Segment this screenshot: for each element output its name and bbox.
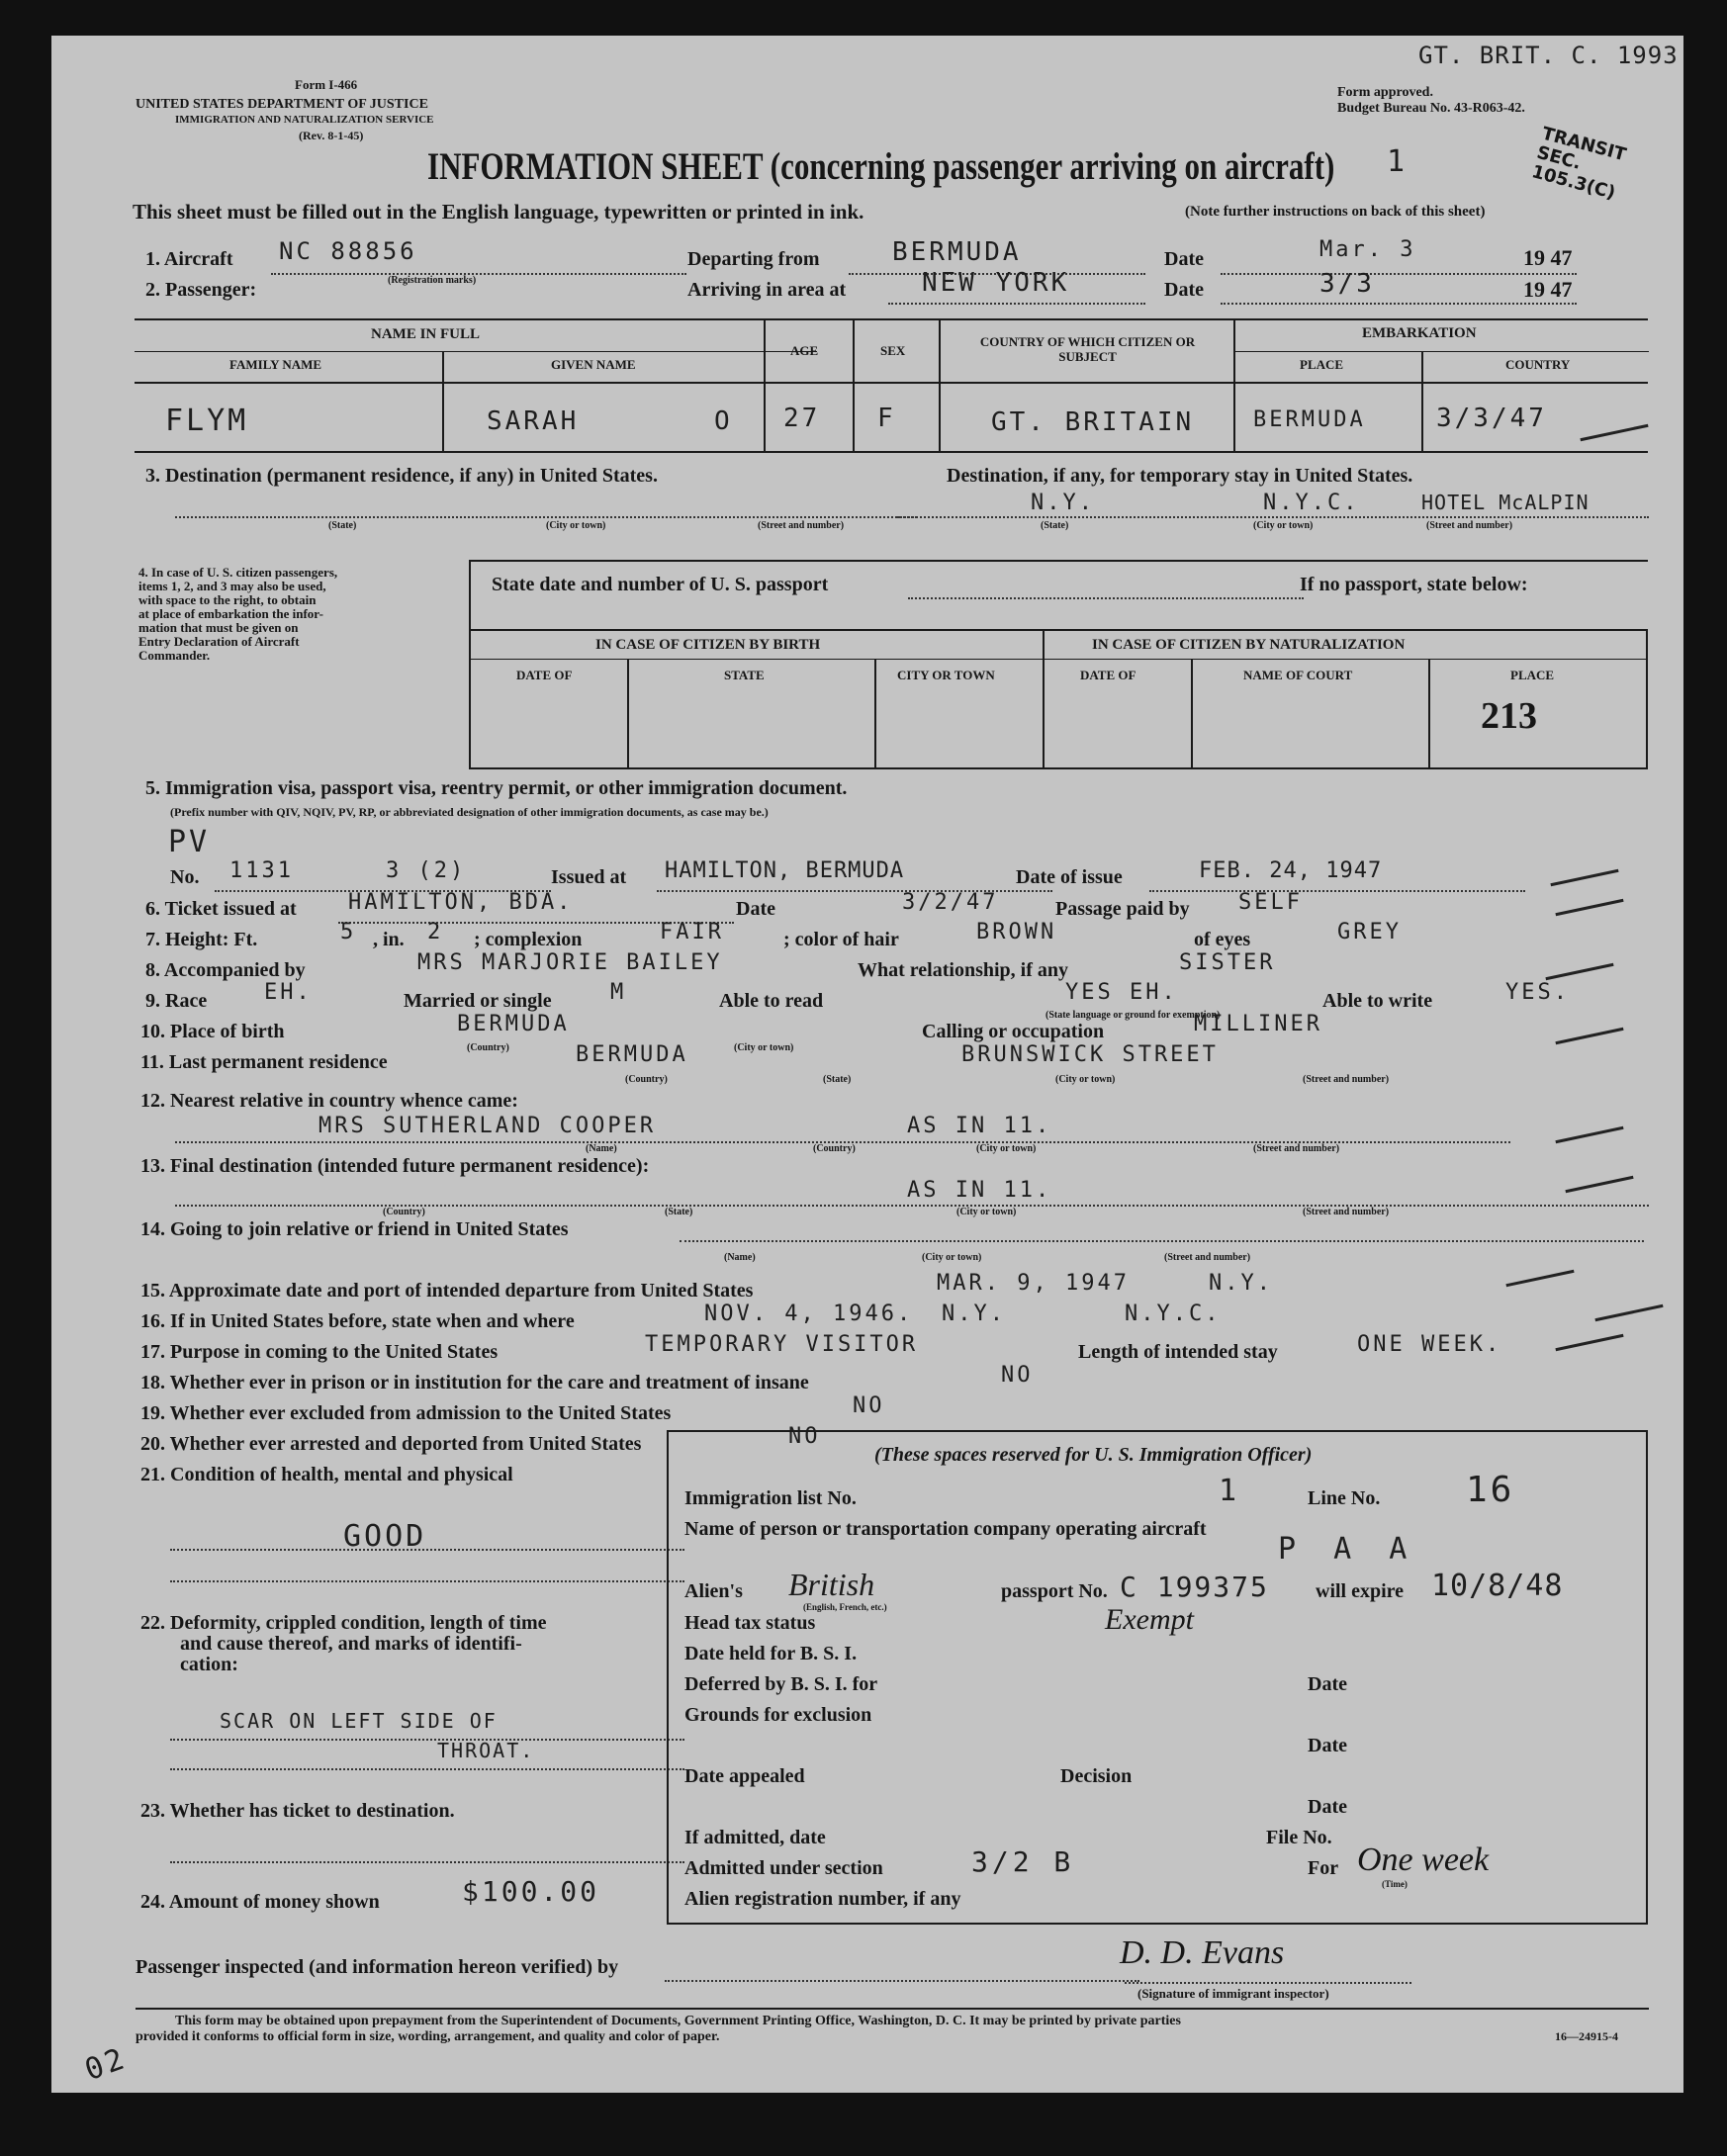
item-17-label: 17. Purpose in coming to the United States	[140, 1341, 499, 1363]
item-22-label: 22. Deformity, crippled condition, length of time	[140, 1612, 547, 1634]
stamp-number: 213	[1481, 695, 1537, 737]
height-inches: 2	[427, 920, 444, 944]
temporary-destination-label: Destination, if any, for temporary stay in United States.	[947, 465, 1413, 487]
admitted-date-label: If admitted, date	[684, 1827, 826, 1848]
admitted-for-value: One week	[1357, 1842, 1490, 1878]
marital-value: M	[610, 980, 627, 1005]
inspected-label: Passenger inspected (and information hereon verified) by	[136, 1956, 619, 1978]
file-reference: GT. BRIT. C. 1993	[1418, 42, 1679, 69]
birth-country-caption: (Country)	[467, 1042, 509, 1053]
previous-visit-state: N.Y.	[942, 1302, 1006, 1326]
citizen-by-naturalization-header: IN CASE OF CITIZEN BY NATURALIZATION	[1092, 637, 1406, 653]
head-tax-label: Head tax status	[684, 1612, 816, 1634]
issue-date-label: Date of issue	[1016, 866, 1123, 888]
revision: (Rev. 8-1-45)	[299, 129, 364, 142]
item-20-label: 20. Whether ever arrested and deported from United States	[140, 1433, 642, 1455]
birth-date-header: DATE OF	[516, 668, 573, 682]
arriving-date-label: Date	[1164, 279, 1204, 301]
residence-street-caption: (Street and number)	[1303, 1074, 1390, 1085]
item-23-label: 23. Whether has ticket to destination.	[140, 1800, 455, 1822]
grounds-label: Grounds for exclusion	[684, 1704, 872, 1726]
citizen-by-birth-header: IN CASE OF CITIZEN BY BIRTH	[595, 637, 821, 653]
file-number-label: File No.	[1266, 1827, 1332, 1848]
deported-value: NO	[788, 1424, 821, 1449]
item-6-label: 6. Ticket issued at	[145, 898, 297, 920]
grounds-date-label: Date	[1308, 1735, 1347, 1756]
item-19-label: 19. Whether ever excluded from admission to the United States	[140, 1402, 672, 1424]
dest-state-caption: (State)	[328, 520, 357, 531]
birth-city-header: CITY OR TOWN	[897, 668, 995, 682]
ticket-date-label: Date	[736, 898, 775, 920]
able-to-write-value: YES.	[1505, 980, 1570, 1005]
visa-issued-label: Issued at	[551, 866, 627, 888]
embarkation-date-value: 3/3/47	[1436, 404, 1547, 433]
registration-marks-caption: (Registration marks)	[388, 275, 477, 286]
arriving-date: 3/3	[1319, 269, 1375, 299]
relationship-value: SISTER	[1179, 950, 1276, 975]
deferred-date-label: Date	[1308, 1673, 1347, 1695]
item-5-label: 5. Immigration visa, passport visa, reentry permit, or other immigration document.	[145, 777, 848, 799]
list-number-value: 1	[1219, 1474, 1240, 1508]
embarkation-header: EMBARKATION	[1362, 325, 1477, 341]
residence-state-caption: (State)	[823, 1074, 852, 1085]
arriving-year: 19 47	[1523, 277, 1573, 302]
nationality-caption: (English, French, etc.)	[803, 1602, 887, 1612]
margin-mark: 02	[80, 2040, 132, 2089]
complexion-label: ; complexion	[474, 929, 583, 950]
item-10-label: 10. Place of birth	[140, 1021, 285, 1042]
item-16-label: 16. If in United States before, state when and where	[140, 1310, 575, 1332]
able-to-write-label: Able to write	[1322, 990, 1433, 1012]
decision-label: Decision	[1060, 1765, 1133, 1787]
admitted-section-label: Admitted under section	[684, 1857, 883, 1879]
money-value: $100.00	[462, 1875, 600, 1908]
departing-label: Departing from	[687, 248, 820, 270]
join-city-caption: (City or town)	[922, 1252, 982, 1263]
deformity-value-1: SCAR ON LEFT SIDE OF	[220, 1709, 498, 1733]
middle-initial-value: O	[714, 406, 733, 436]
item-4-note: 4. In case of U. S. citizen passengers, items 1, 2, and 3 may also be used, with space to the right, to obtain at place of embarkation the infor- mation that must be given on Entry Declaration of Aircraft Commander.	[138, 565, 338, 663]
department: UNITED STATES DEPARTMENT OF JUSTICE	[136, 97, 428, 112]
final-street-caption: (Street and number)	[1303, 1207, 1390, 1217]
temp-city-caption: (City or town)	[1253, 520, 1314, 531]
visa-type: PV	[168, 825, 211, 859]
temp-state-value: N.Y.	[1031, 491, 1095, 515]
held-bsi-label: Date held for B. S. I.	[684, 1643, 858, 1664]
item-22-label-2: and cause thereof, and marks of identifi-	[180, 1633, 522, 1655]
naturalization-place-header: PLACE	[1510, 668, 1555, 682]
signature-caption: (Signature of immigrant inspector)	[1137, 1986, 1329, 2001]
time-caption: (Time)	[1382, 1879, 1408, 1889]
visa-issued-at: HAMILTON, BERMUDA	[665, 858, 905, 883]
operator-value: P A A	[1278, 1532, 1417, 1567]
admitted-for-label: For	[1308, 1857, 1339, 1879]
occupation-label: Calling or occupation	[922, 1021, 1105, 1042]
temp-street-value: HOTEL McALPIN	[1421, 491, 1590, 514]
residence-city-caption: (City or town)	[1055, 1074, 1116, 1085]
height-feet: 5	[340, 920, 357, 944]
list-number-label: Immigration list No.	[684, 1487, 857, 1509]
service: IMMIGRATION AND NATURALIZATION SERVICE	[175, 114, 434, 126]
footer-fine-print-1: This form may be obtained upon prepayment from the Superintendent of Documents, Government Printing Office, Washington, D. C. It may be printed by private parties	[175, 2014, 1181, 2028]
no-passport-label: If no passport, state below:	[1300, 574, 1528, 595]
arriving-value: NEW YORK	[922, 268, 1070, 298]
transit-stamp: TRANSIT SEC. 105.3(C)	[1529, 123, 1629, 204]
hair-color-label: ; color of hair	[783, 929, 899, 950]
prison-value: NO	[1001, 1363, 1034, 1388]
item-24-label: 24. Amount of money shown	[140, 1891, 380, 1913]
accompanied-by: MRS MARJORIE BAILEY	[417, 950, 723, 975]
deferred-bsi-label: Deferred by B. S. I. for	[684, 1673, 878, 1695]
admitted-section-value: 3/2 B	[971, 1845, 1075, 1878]
height-inches-label: , in.	[373, 929, 405, 950]
residence-country-value: BERMUDA	[576, 1042, 688, 1067]
join-name-caption: (Name)	[724, 1252, 756, 1263]
stay-length-label: Length of intended stay	[1078, 1341, 1278, 1363]
occupation-value: MILLINER	[1194, 1012, 1322, 1036]
departing-date-label: Date	[1164, 248, 1204, 270]
family-name-value: FLYM	[165, 404, 249, 438]
aliens-label: Alien's	[684, 1580, 743, 1602]
nearest-relative-value: MRS SUTHERLAND COOPER	[318, 1114, 657, 1138]
passage-paid-by: SELF	[1238, 890, 1303, 915]
inspector-signature: D. D. Evans	[1120, 1934, 1285, 1971]
relative-street-caption: (Street and number)	[1253, 1143, 1340, 1154]
family-name-header: FAMILY NAME	[229, 357, 322, 372]
marital-label: Married or single	[404, 990, 552, 1012]
sex-value: F	[877, 404, 896, 433]
stay-length-value: ONE WEEK.	[1357, 1332, 1502, 1357]
item-8-label: 8. Accompanied by	[145, 959, 306, 981]
line-number-value: 16	[1466, 1470, 1515, 1510]
able-to-read-value: YES EH.	[1065, 980, 1178, 1005]
item-13-label: 13. Final destination (intended future permanent residence):	[140, 1155, 650, 1177]
relative-city-caption: (City or town)	[976, 1143, 1037, 1154]
decision-date-label: Date	[1308, 1796, 1347, 1818]
final-destination-value: AS IN 11.	[907, 1178, 1052, 1203]
form-sheet	[51, 36, 1683, 2093]
relationship-label: What relationship, if any	[858, 959, 1068, 981]
item-3-label: 3. Destination (permanent residence, if any) in United States.	[145, 465, 658, 487]
given-name-value: SARAH	[487, 406, 580, 436]
item-12-label: 12. Nearest relative in country whence came:	[140, 1090, 518, 1112]
embarkation-place-value: BERMUDA	[1253, 407, 1366, 432]
final-city-caption: (City or town)	[956, 1207, 1017, 1217]
alien-passport-label: passport No.	[1001, 1580, 1108, 1602]
issue-date-value: FEB. 24, 1947	[1199, 858, 1383, 883]
temp-state-caption: (State)	[1041, 520, 1069, 531]
departure-date-value: MAR. 9, 1947	[937, 1271, 1130, 1296]
language-caption: (State language or ground for exemption)	[1045, 1010, 1221, 1021]
visa-number-label: No.	[170, 866, 200, 888]
eyes-color-label: of eyes	[1194, 929, 1251, 950]
able-to-read-label: Able to read	[719, 990, 824, 1012]
purpose-value: TEMPORARY VISITOR	[645, 1332, 919, 1357]
visa-class: 3 (2)	[386, 858, 467, 883]
age-value: 27	[783, 404, 821, 433]
embarkation-place-header: PLACE	[1300, 357, 1344, 372]
birth-state-header: STATE	[724, 668, 765, 682]
age-header: AGE	[790, 343, 819, 358]
aircraft-value: NC 88856	[279, 237, 417, 265]
passage-paid-label: Passage paid by	[1055, 898, 1190, 920]
operator-label: Name of person or transportation company operating aircraft	[684, 1518, 1207, 1540]
final-state-caption: (State)	[665, 1207, 693, 1217]
departing-date: Mar. 3	[1319, 237, 1416, 262]
arriving-label: Arriving in area at	[687, 279, 847, 301]
relative-country-caption: (Country)	[813, 1143, 856, 1154]
complexion-value: FAIR	[660, 920, 724, 944]
item-2-label: 2. Passenger:	[145, 279, 257, 301]
temp-city-value: N.Y.C.	[1263, 491, 1360, 515]
dest-street-caption: (Street and number)	[758, 520, 845, 531]
ticket-issued-at: HAMILTON, BDA.	[348, 890, 574, 915]
expire-value: 10/8/48	[1431, 1569, 1564, 1603]
item-21-label: 21. Condition of health, mental and physical	[140, 1464, 513, 1485]
note-back: (Note further instructions on back of this sheet)	[1185, 204, 1486, 220]
item-18-label: 18. Whether ever in prison or in institution for the care and treatment of insane	[140, 1372, 809, 1393]
court-name-header: NAME OF COURT	[1243, 668, 1353, 682]
deformity-value-2: THROAT.	[437, 1739, 535, 1762]
line-number-label: Line No.	[1308, 1487, 1381, 1509]
departure-port-value: N.Y.	[1209, 1271, 1273, 1296]
form-title: INFORMATION SHEET (concerning passenger arriving on aircraft)	[427, 144, 1335, 188]
us-passport-label: State date and number of U. S. passport	[492, 574, 829, 595]
departing-year: 19 47	[1523, 245, 1573, 270]
excluded-value: NO	[853, 1393, 885, 1418]
officer-box-title: (These spaces reserved for U. S. Immigration Officer)	[874, 1444, 1313, 1466]
item-11-label: 11. Last permanent residence	[140, 1051, 388, 1073]
residence-street-value: BRUNSWICK STREET	[961, 1042, 1219, 1067]
dest-city-caption: (City or town)	[546, 520, 606, 531]
relative-name-caption: (Name)	[586, 1143, 617, 1154]
print-code: 16—24915-4	[1555, 2029, 1618, 2043]
item-22-label-3: cation:	[180, 1654, 238, 1675]
health-value: GOOD	[343, 1519, 427, 1554]
item-7-label: 7. Height: Ft.	[145, 929, 258, 950]
birth-city-caption: (City or town)	[734, 1042, 794, 1053]
name-in-full-header: NAME IN FULL	[371, 326, 481, 342]
previous-visit-city: N.Y.C.	[1125, 1302, 1222, 1326]
item-14-label: 14. Going to join relative or friend in United States	[140, 1218, 569, 1240]
approval: Form approved.	[1337, 85, 1433, 100]
item-9-label: 9. Race	[145, 990, 208, 1012]
citizen-country-value: GT. BRITAIN	[991, 407, 1195, 437]
nearest-relative-address: AS IN 11.	[907, 1114, 1052, 1138]
visa-prefix-note: (Prefix number with QIV, NQIV, PV, RP, or abbreviated designation of other immigration documents, as case may be.)	[170, 805, 769, 819]
temp-street-caption: (Street and number)	[1426, 520, 1513, 531]
appealed-label: Date appealed	[684, 1765, 805, 1787]
alien-passport-value: C 199375	[1120, 1571, 1269, 1603]
alien-registration-label: Alien registration number, if any	[684, 1888, 961, 1910]
footer-fine-print-2: provided it conforms to official form in size, wording, arrangement, and quality and color of paper.	[136, 2029, 720, 2044]
eyes-color-value: GREY	[1337, 920, 1402, 944]
race-value: EH.	[264, 980, 313, 1005]
hair-color-value: BROWN	[976, 920, 1057, 944]
expire-label: will expire	[1316, 1580, 1405, 1602]
page-mark: 1	[1387, 144, 1409, 179]
item-15-label: 15. Approximate date and port of intended departure from United States	[140, 1280, 754, 1302]
departing-value: BERMUDA	[892, 237, 1022, 267]
head-tax-value: Exempt	[1105, 1603, 1194, 1636]
embarkation-country-header: COUNTRY	[1505, 357, 1571, 372]
naturalization-date-header: DATE OF	[1080, 668, 1136, 682]
visa-number: 1131	[229, 858, 294, 883]
previous-visit-date: NOV. 4, 1946.	[704, 1302, 914, 1326]
ticket-date: 3/2/47	[902, 890, 999, 915]
nationality-value: British	[788, 1567, 875, 1602]
budget-number: Budget Bureau No. 43-R063-42.	[1337, 101, 1525, 116]
item-1-label: 1. Aircraft	[145, 248, 233, 270]
citizen-country-header: COUNTRY OF WHICH CITIZEN OR SUBJECT	[979, 334, 1196, 364]
birth-place-value: BERMUDA	[457, 1012, 570, 1036]
language-instructions: This sheet must be filled out in the English language, typewritten or printed in ink.	[133, 200, 864, 224]
form-number: Form I-466	[295, 77, 358, 92]
residence-country-caption: (Country)	[625, 1074, 668, 1085]
join-street-caption: (Street and number)	[1164, 1252, 1251, 1263]
final-country-caption: (Country)	[383, 1207, 425, 1217]
sex-header: SEX	[880, 343, 906, 358]
given-name-header: GIVEN NAME	[551, 357, 636, 372]
